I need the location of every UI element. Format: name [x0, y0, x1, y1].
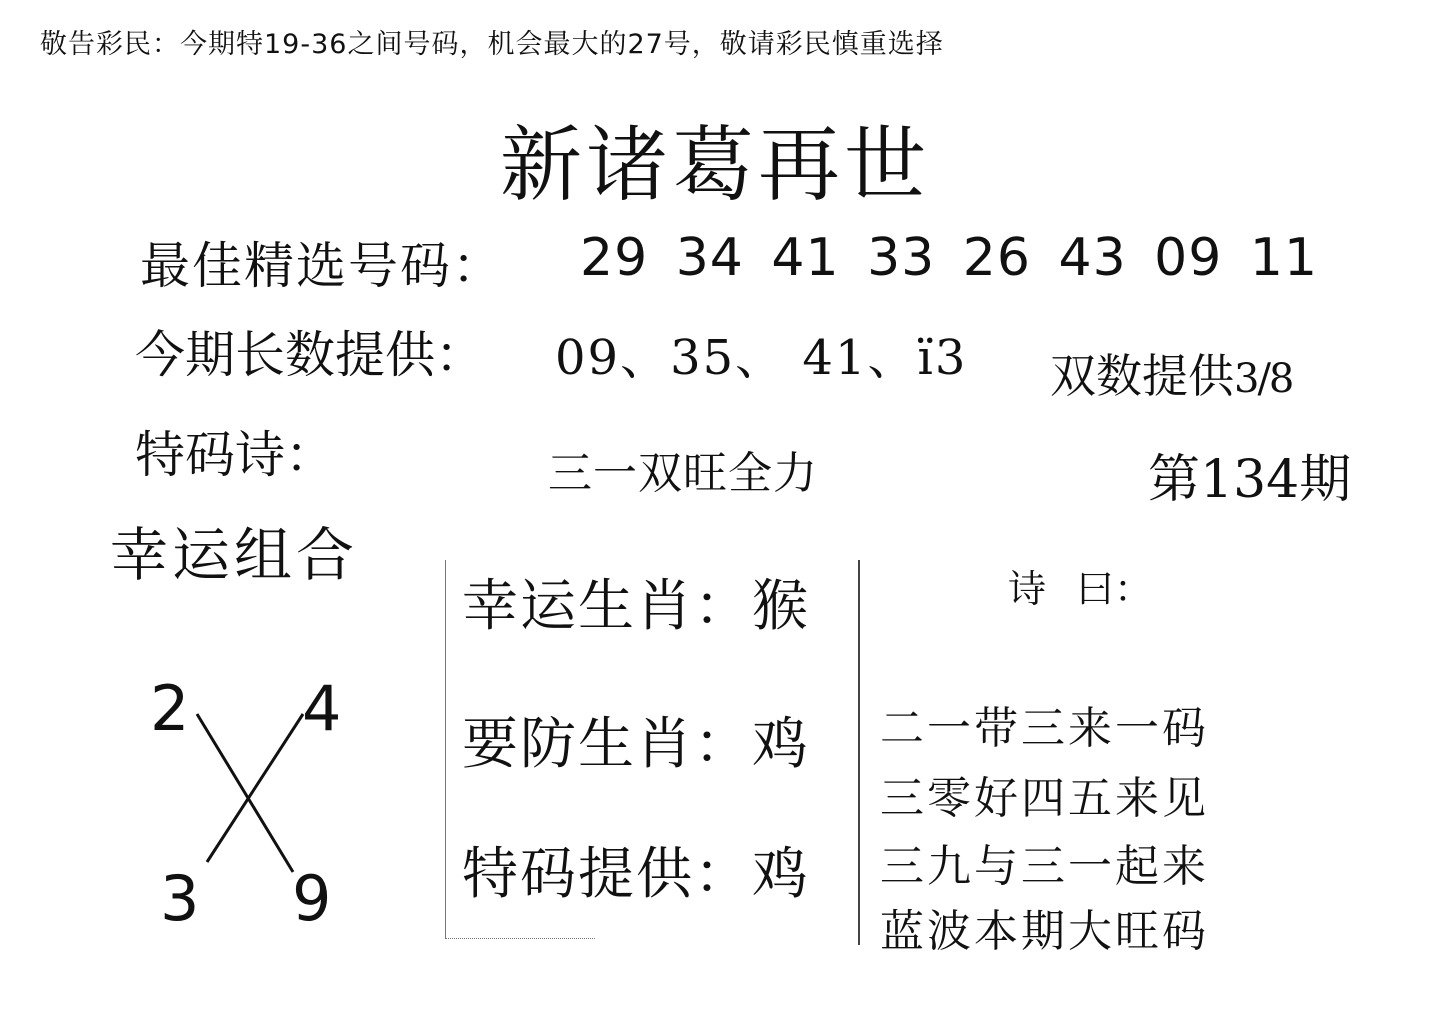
long-numbers-label: 今期长数提供：: [135, 326, 485, 384]
combo-number-top-right: 4: [302, 672, 342, 745]
notice-banner: 敬告彩民：今期特19-36之间号码，机会最大的27号，敬请彩民慎重选择: [40, 29, 944, 60]
combo-number-top-left: 2: [150, 672, 190, 745]
lucky-zodiac: 幸运生肖：猴: [462, 574, 810, 639]
double-numbers: [1050, 340, 1292, 406]
long-numbers-values: 09、35、 41、ï3: [555, 330, 968, 386]
zodiac-box-right-border: [858, 560, 860, 945]
poem-line-2: 三零好四五来见: [880, 773, 1209, 824]
zodiac-box-bottom-border: [445, 938, 595, 939]
poem-line-1: 二一带三来一码: [880, 703, 1209, 754]
long-numbers-row: [135, 315, 968, 387]
combo-number-bottom-left: 3: [160, 862, 200, 935]
poem-line-4: 蓝波本期大旺码: [880, 906, 1209, 957]
issue-number: 第134期: [1148, 450, 1352, 510]
poem-heading: 诗 曰：: [1008, 567, 1153, 611]
special-poem-text: 三一双旺全力: [548, 448, 818, 499]
best-picks-label: 最佳精选号码：: [140, 237, 504, 295]
combo-number-bottom-right: 9: [292, 862, 332, 935]
cross-line-down: [197, 714, 293, 872]
page-title: 新诸葛再世: [500, 118, 931, 213]
special-zodiac: 特码提供：鸡: [462, 842, 810, 907]
cross-line-up: [207, 714, 303, 862]
lucky-combo-label: 幸运组合: [110, 521, 359, 589]
double-numbers-value: 3/8: [1234, 356, 1293, 402]
cross-lines: [195, 712, 305, 877]
guard-zodiac: 要防生肖：鸡: [462, 712, 810, 777]
best-picks-numbers: 29 34 41 33 26 43 09 11: [580, 228, 1319, 288]
special-poem-label: 特码诗：: [135, 426, 335, 484]
double-numbers-label: 双数提供: [1050, 349, 1234, 403]
poem-line-3: 三九与三一起来: [880, 841, 1209, 892]
zodiac-box-left-border: [445, 560, 446, 938]
best-picks-row: [140, 226, 1319, 298]
